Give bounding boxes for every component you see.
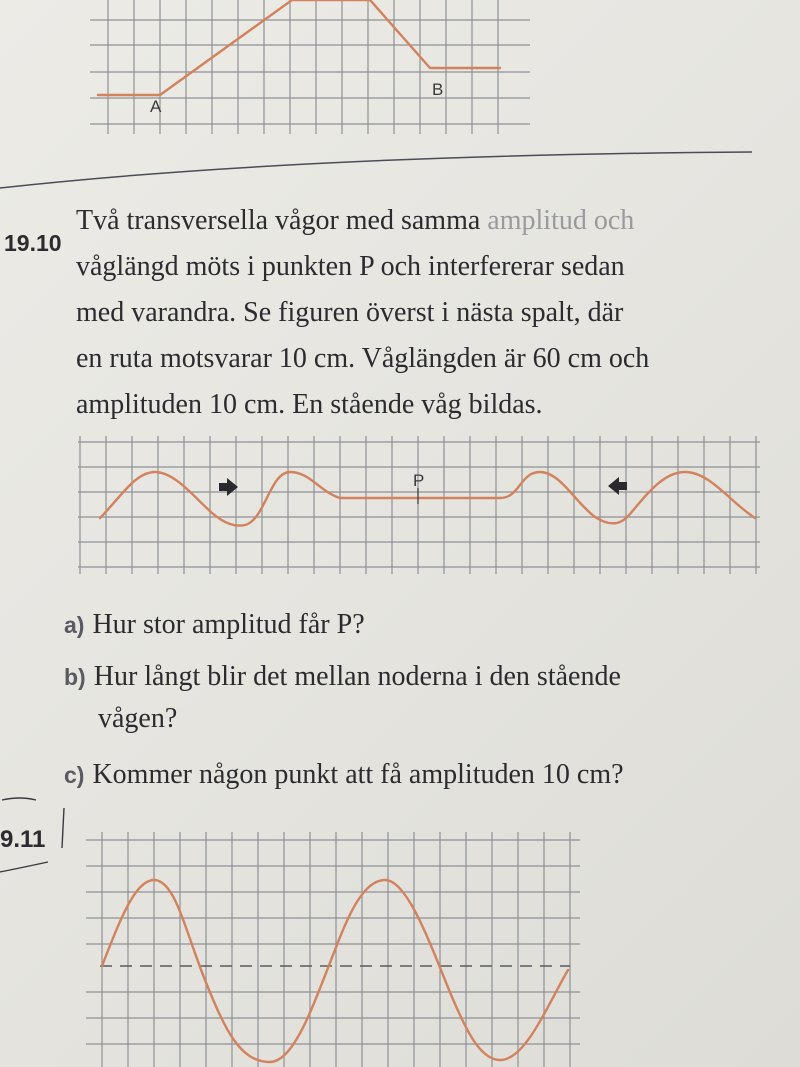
wave-figure-grid: [78, 436, 760, 574]
question-a-letter: a): [64, 612, 85, 638]
question-b-continuation: vågen?: [98, 703, 178, 734]
question-b-letter: b): [64, 664, 86, 690]
label-b: B: [432, 80, 444, 99]
question-b: [64, 656, 621, 740]
right-wave: [500, 472, 755, 523]
wave-figure: [70, 432, 770, 582]
previous-figure: [70, 0, 540, 140]
problem-line-4: en ruta motsvarar 10 cm. Våglängden är 60 cm och: [76, 343, 650, 374]
question-c-letter: c): [64, 762, 85, 788]
section-divider: [0, 150, 760, 190]
sine-figure: [80, 830, 590, 1067]
problem-line-2: våglängd möts i punkten P och interfererar sedan: [76, 251, 625, 282]
question-c: [64, 754, 624, 796]
problem-statement: [76, 198, 776, 428]
problem-number: 19.10: [4, 230, 62, 256]
sine-wave: [102, 880, 568, 1062]
sine-figure-grid: [86, 832, 580, 1067]
problem-line-1: Två transversella vågor med samma amplitud och: [76, 205, 635, 236]
question-a-text: Hur stor amplitud får P?: [92, 609, 365, 640]
problem-line-1-faded: amplitud och: [487, 205, 635, 236]
problem-line-3: med varandra. Se figuren överst i nästa spalt, där: [76, 297, 624, 328]
problem-line-5: amplituden 10 cm. En stående våg bildas.: [76, 389, 543, 420]
point-p-label: P: [413, 471, 425, 490]
label-a: A: [150, 97, 162, 116]
arrow-right-icon: [219, 478, 238, 496]
question-b-text: Hur långt blir det mellan noderna i den stående: [93, 661, 621, 692]
question-c-text: Kommer någon punkt att få amplituden 10 cm?: [92, 759, 624, 790]
question-a: [64, 604, 365, 646]
next-problem-number: 9.11: [0, 826, 46, 853]
